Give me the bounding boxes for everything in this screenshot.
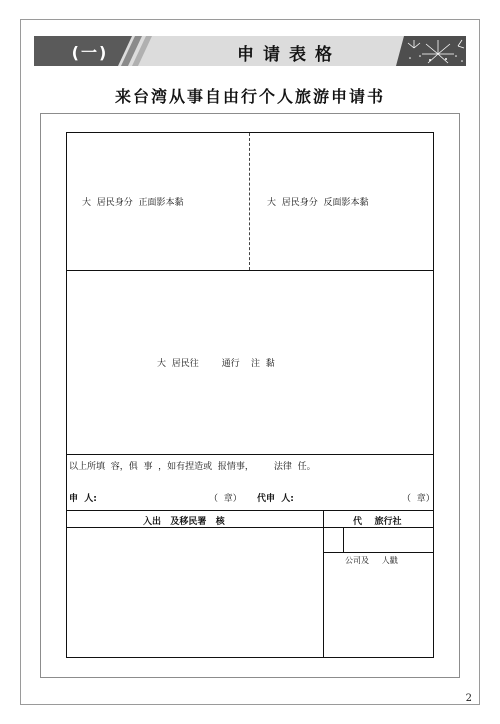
id-back-paste-area: 大 居民身分 反面影本黏 — [267, 198, 369, 208]
immigration-review-header: 入出 及移民署 核 — [143, 517, 225, 527]
application-form — [66, 132, 434, 658]
cell-divider — [323, 552, 433, 553]
section-header — [34, 36, 466, 66]
agent-seal: （ 章） — [402, 494, 435, 504]
section-number: (一) — [71, 43, 109, 62]
document-title: 来台湾从事自由行个人旅游申请书 — [114, 87, 385, 106]
travel-permit-paste-area: 大 居民往 通行 注 黏 — [157, 359, 275, 369]
row-divider — [67, 270, 433, 271]
page-number: 2 — [465, 693, 472, 704]
applicant-seal: （ 章） — [209, 494, 242, 504]
applicant-signature-label: 申 人: — [69, 494, 97, 504]
travel-agency-header: 代 旅行社 — [353, 517, 402, 527]
row-divider — [67, 454, 433, 455]
declaration-statement: 以上所填 容，俱 事 ，如有捏造或 报情事， 法律 任。 — [69, 462, 316, 472]
company-stamp-label: 公司及 人戳 — [345, 556, 398, 565]
row-divider — [67, 527, 433, 528]
cell-divider — [343, 527, 344, 552]
agent-signature-label: 代申 人: — [257, 494, 294, 504]
row-divider — [67, 510, 433, 511]
section-title: 申请表格 — [237, 45, 341, 65]
id-copy-divider — [249, 133, 250, 270]
id-front-paste-area: 大 居民身分 正面影本黏 — [82, 198, 184, 208]
column-divider — [323, 510, 324, 657]
